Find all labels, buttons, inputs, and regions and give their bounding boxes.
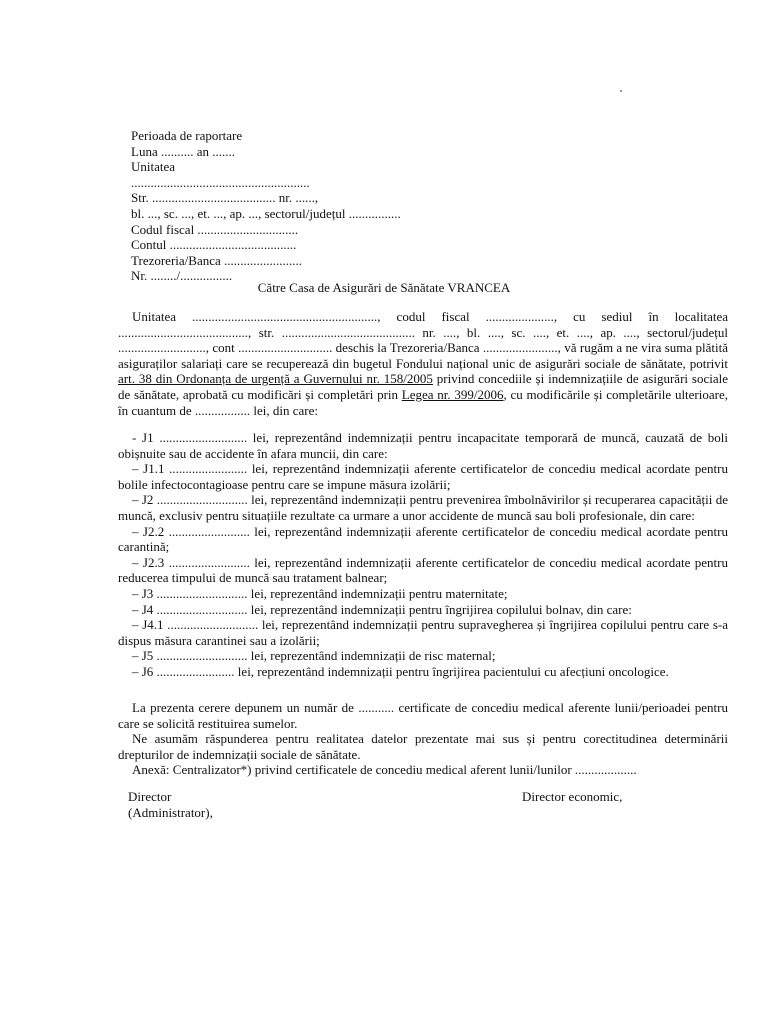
header-line: Luna .......... an ....... [131, 143, 235, 159]
administrator-label: (Administrator), [128, 805, 213, 820]
intro-text: Unitatea ........................................................., codul fiscal ....................., cu sediul în localitatea ........................................, str. ......................................... nr. ...., bl. ...., sc. ...., et. ...., ap. ...., sectorul/județul ..........................., cont ............................. deschis la Trezoreria/Banca ......................., vă rugăm a ne vira suma plătită asiguraților salariați care se recuperează din bugetul Fondului național unic de asigurări sociale de sănătate, potrivit [118, 309, 728, 371]
header-line: Unitatea [131, 159, 176, 175]
director-signature-block [128, 789, 213, 821]
header-line: Trezoreria/Banca ........................ [131, 252, 303, 268]
economic-director-signature-block [522, 789, 622, 805]
header-line: Str. ...................................... nr. ......, [131, 190, 319, 206]
intro-text: privind concediile și indemnizațiile de asigurări sociale de sănătate, aprobată cu modificări și completări prin [118, 371, 728, 402]
list-item: – J3 ............................ lei, reprezentând indemnizații pentru maternitate; [132, 585, 508, 601]
economic-director-label: Director economic, [522, 789, 623, 804]
list-item: – J2.2 ......................... lei, reprezentând indemnizații aferente certificatelor de concediu medical acordate pentru carantină; [118, 523, 728, 555]
header-line: ....................................................... [131, 174, 310, 190]
intro-paragraph [118, 309, 728, 418]
law-reference-link: Legea nr. 399/2006 [401, 386, 504, 402]
list-item: – J4.1 ............................ lei, reprezentând indemnizații pentru supravegherea și îngrijirea copilului pentru care s-a dispus măsura carantinei sau a izolării; [118, 617, 728, 648]
list-item: – J2 ............................ lei, reprezentând indemnizații pentru prevenirea îmbolnăvirilor și recuperarea capacității de muncă, exclusiv pentru situațiile rezultate ca urmare a unor accidente de muncă sau boli profesionale, din care: [118, 492, 728, 523]
director-label: Director [128, 789, 172, 804]
closing-section [118, 700, 728, 778]
header-line: Codul fiscal ............................... [131, 221, 299, 237]
list-item: – J5 ............................ lei, reprezentând indemnizații de risc maternal; [132, 648, 496, 664]
closing-paragraph: Anexă: Centralizator*) privind certificatele de concediu medical aferent lunii/lunilor ................... [132, 762, 637, 778]
scan-speck [620, 90, 622, 92]
header-line: Nr. ......../................ [131, 268, 233, 284]
list-item: – J1.1 ........................ lei, reprezentând indemnizații aferente certificatelor de concediu medical acordate pentru bolile infectocontagioase pentru care se impune măsura izolării; [118, 461, 728, 492]
list-item: – J2.3 ......................... lei, reprezentând indemnizații aferente certificatelor de concediu medical acordate pentru reducerea timpului de muncă sau tratament balnear; [118, 554, 728, 586]
header-line: bl. ..., sc. ..., et. ..., ap. ..., sectorul/județul ................ [131, 205, 401, 221]
law-reference-link: art. 38 din Ordonanța de urgență a Guvernului nr. 158/2005 [118, 371, 433, 387]
closing-paragraph: Ne asumăm răspunderea pentru realitatea datelor prezentate mai sus și pentru corectitudinea determinării drepturilor de indemnizații sociale de sănătate. [118, 731, 728, 762]
report-header [131, 128, 511, 284]
indemnity-list [118, 430, 728, 680]
closing-paragraph: La prezenta cerere depunem un număr de ........... certificate de concediu medical aferente lunii/perioadei pentru care se solicită restituirea sumelor. [118, 700, 728, 731]
header-line: Perioada de raportare [131, 128, 243, 143]
header-line: Contul ....................................... [131, 237, 297, 253]
list-item: – J4 ............................ lei, reprezentând indemnizații pentru îngrijirea copilului bolnav, din care: [132, 601, 632, 617]
document-title: Către Casa de Asigurări de Sănătate VRANCEA [257, 280, 511, 295]
list-item: – J6 ........................ lei, reprezentând indemnizații pentru îngrijirea pacientului cu afecțiuni oncologice. [132, 663, 669, 679]
intro-text: , cu modificările și completările ulterioare, în cuantum de ................. lei, din care: [118, 386, 728, 418]
list-item: - J1 ........................... lei, reprezentând indemnizații pentru incapacitate temporară de muncă, cauzată de boli obișnuite sau de accidente în afara muncii, din care: [118, 430, 728, 461]
